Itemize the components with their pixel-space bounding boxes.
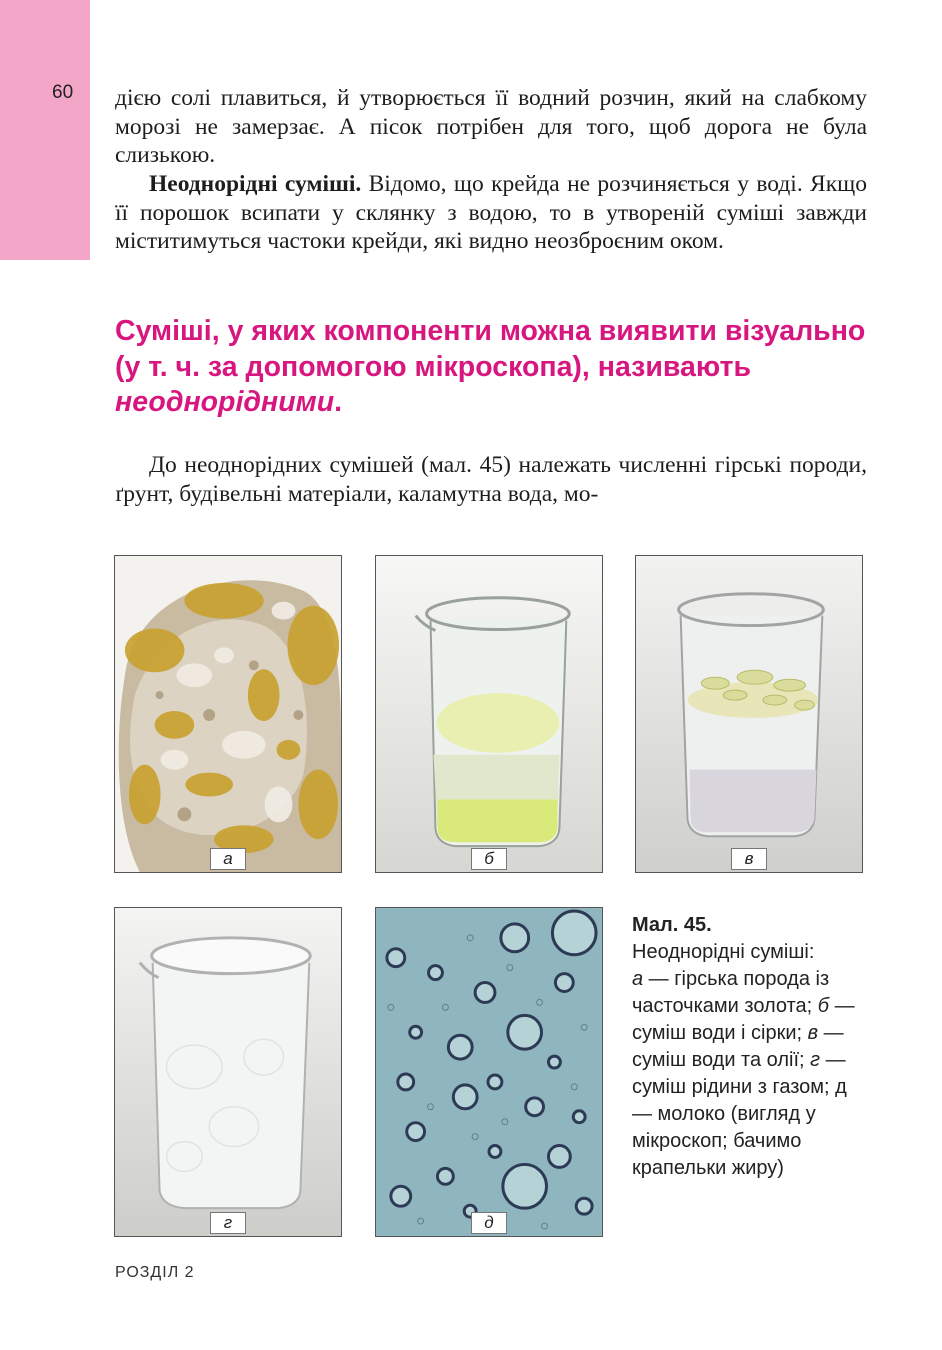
figure-label-b: б bbox=[471, 848, 507, 870]
caption-text-b: — суміш води і сірки; bbox=[632, 995, 855, 1044]
page-tab bbox=[0, 0, 90, 260]
caption-letter-v: в bbox=[807, 1022, 819, 1044]
figure-label-v: в bbox=[731, 848, 767, 870]
rock-illustration bbox=[115, 556, 341, 872]
paragraph-3: До неоднорідних сумішей (мал. 45) належать численні гірські породи, ґрунт, будівельні матеріали, каламутна вода, мо- bbox=[115, 452, 867, 507]
caption-letter-b: б bbox=[817, 995, 830, 1017]
beaker-foam-illustration bbox=[115, 908, 341, 1236]
caption-text-g: — суміш рідини з газом; д — молоко (вигляд у мікроскоп; бачимо крапельки жиру) bbox=[632, 1049, 847, 1179]
section-heading: Неоднорідні суміші. bbox=[149, 171, 362, 197]
chapter-footer: РОЗДІЛ 2 bbox=[115, 1264, 195, 1281]
figure-label-g: г bbox=[210, 1212, 246, 1234]
figure-b-water-sulfur bbox=[375, 555, 603, 873]
caption-text-a: — гірська порода із часточками золота; bbox=[632, 968, 830, 1017]
figure-a-rock-with-gold bbox=[114, 555, 342, 873]
caption-intro: Неоднорідні суміші: bbox=[632, 941, 815, 963]
figure-label-a: а bbox=[210, 848, 246, 870]
beaker-oil-illustration bbox=[636, 556, 862, 872]
paragraph-2-text: Відомо, що крейда не розчиняється у воді. Якщо її порошок всипати у склянку з водою, то в утвореній суміші завжди міститимуться частоки крейди, які видно неозброєним оком. bbox=[115, 171, 867, 255]
microscope-droplets-illustration bbox=[376, 908, 602, 1236]
page-number: 60 bbox=[52, 82, 74, 103]
definition-term: неоднорідними bbox=[115, 386, 335, 418]
caption-letter-a: а bbox=[632, 968, 644, 990]
figure-caption bbox=[632, 912, 872, 1182]
definition-text: Суміші, у яких компоненти можна виявити візуально (у т. ч. за допомогою мікроскопа), називають bbox=[115, 315, 866, 383]
beaker-sulfur-illustration bbox=[376, 556, 602, 872]
caption-letter-g: г bbox=[810, 1049, 821, 1071]
caption-text-v: — суміш води та олії; bbox=[632, 1022, 844, 1071]
definition-box bbox=[115, 314, 875, 421]
figure-g-liquid-gas bbox=[114, 907, 342, 1237]
definition-period: . bbox=[334, 386, 343, 418]
caption-body bbox=[632, 966, 872, 1182]
figure-v-water-oil bbox=[635, 555, 863, 873]
paragraph-2 bbox=[115, 170, 867, 256]
caption-title: Мал. 45. bbox=[632, 914, 712, 936]
figure-label-d: д bbox=[471, 1212, 507, 1234]
paragraph-1: дією солі плавиться, й утворюється її водний розчин, який на слабкому морозі не замерзає. А пісок потрібен для того, щоб дорога не була слизькою. bbox=[115, 85, 867, 169]
figure-d-milk-microscope bbox=[375, 907, 603, 1237]
